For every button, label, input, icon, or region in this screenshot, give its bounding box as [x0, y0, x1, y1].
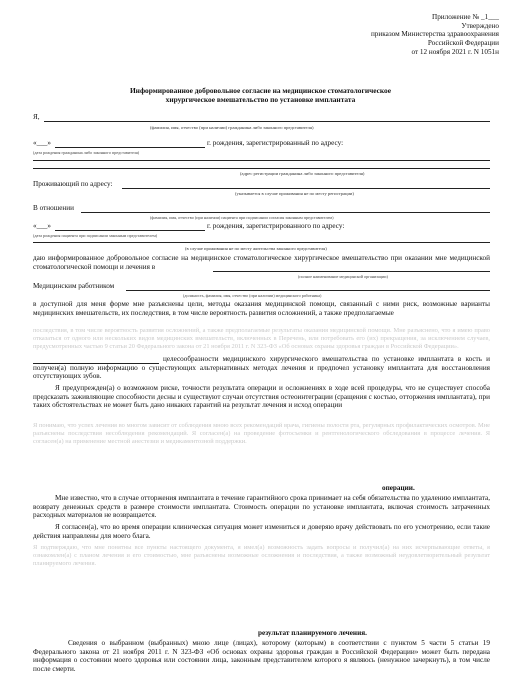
- result-label: результат планируемого лечения.: [258, 629, 367, 637]
- living2-hint: (в случае проживания не по месту жительства законного представителя): [185, 246, 327, 251]
- org-hint: (полное наименование медицинской организации): [298, 274, 388, 279]
- body-paragraph-6: Сведения о выбранном (выбранных) мною лице (лицах), которому (которым) в соответствии с пунктом 5 части 5 статьи 19 Федерального закона от 21 ноября 2011 г. N 323-ФЗ «Об основах охраны здоровья граждан в Российской Федерации» может быть передана информация о состоянии моего здоровья или состоянии лица, законным представителем которого я являюсь (ненужное зачеркнуть), в том числе после смерти.: [33, 639, 490, 674]
- birth-day: «___»: [33, 139, 51, 147]
- regarding-label: В отношении: [33, 204, 74, 212]
- worker-label: Медицинским работником: [33, 282, 115, 290]
- worker-field[interactable]: [126, 290, 490, 291]
- living-address-field[interactable]: [122, 188, 490, 189]
- order-date: от 12 ноября 2021 г. N 1051н: [411, 47, 499, 56]
- birth-date-field[interactable]: [55, 147, 205, 148]
- body-paragraph-2: целесообразности медицинского хирургического вмешательства по установке имплантата в кость и получен(а) полную информацию о существующих альтернативных методах лечения и предпочел установку имплантата для восстановления отсутствующих зубов.: [33, 355, 490, 381]
- patient-hint: (фамилия, имя, отчество (при наличии) пациента при подписании согласия законным представителем): [150, 215, 334, 220]
- ya-label: Я,: [33, 113, 40, 121]
- birth2-reg-label: г. рождения, зарегистрированного по адресу:: [207, 222, 345, 230]
- birth2-date-field[interactable]: [55, 230, 205, 231]
- reg-address-line-2[interactable]: [33, 168, 490, 169]
- operation-label: операции.: [382, 484, 415, 492]
- approved-label: Утверждено: [461, 21, 499, 30]
- reg-hint: (адрес регистрации гражданина либо законного представителя): [240, 171, 365, 176]
- birth-reg-label: г. рождения, зарегистрированный по адресу:: [207, 139, 344, 147]
- birth2-day: «___»: [33, 222, 51, 230]
- faint-text-1: последствия, в том числе вероятность развития осложнений, а также предполагаемые результаты оказания медицинской помощи. Мне разъяснено, что я имею право отказаться от одного или нескольких видов медицинских вмешательств, включенных в Перечень, или потребовать его (их) прекращения, за исключением случаев, предусмотренных частью 9 статьи 20 Федерального закона от 21 ноября 2011 г. N 323-ФЗ «Об основах охраны здоровья граждан в Российской Федерации».: [33, 327, 490, 351]
- patient-name-field[interactable]: [81, 212, 490, 213]
- org-name-field[interactable]: [213, 271, 490, 272]
- living-hint: (указывается в случае проживания не по месту регистрации): [235, 191, 354, 196]
- faint-text-2: Я понимаю, что успех лечения во многом зависит от соблюдения мною всех рекомендаций врача, гигиены полости рта, регулярных профилактических осмотров. Мне разъяснены последствия несоблюдения рекомендаций. Я согласен(а) на проведение фотосъемки и рентгенологического обследования в процессе лечения. Я согласен(а) на применение местной анестезии и медикаментозной поддержки.: [33, 422, 490, 446]
- birth-hint: (дата рождения гражданина либо законного представителя): [33, 150, 140, 155]
- order-label: приказом Министерства здравоохранения: [370, 30, 499, 39]
- fio-field[interactable]: [44, 121, 490, 122]
- birth2-hint: (дата рождения пациента при подписании законным представителем): [33, 233, 158, 238]
- approval-header: [299, 13, 499, 57]
- body-paragraph-5: Я согласен(а), что во время операции клиническая ситуация может измениться и доверяю врачу действовать по его усмотрению, если такие действия направлены для моего блага.: [33, 523, 490, 540]
- patient-address-line[interactable]: [33, 242, 490, 243]
- reg-address-line-1[interactable]: [33, 160, 490, 161]
- document-title: [40, 86, 481, 104]
- title-line-1: Информированное добровольное согласие на медицинское стоматологическое: [129, 86, 392, 95]
- fio-hint: (фамилия, имя, отчество (при наличии) гражданина либо законного представителя): [150, 125, 314, 130]
- living-label: Проживающий по адресу:: [33, 180, 113, 188]
- body-paragraph-4: Мне известно, что в случае отторжения имплантата в течение гарантийного срока принимает на себя обязательства по удалению имплантата, возврату денежных средств в размере стоимости имплантата. Стоимость операции по установке имплантата, включая стоимость затраченных расходных материалов не возвращается.: [33, 494, 490, 520]
- consent-paragraph: даю информированное добровольное согласие на медицинское стоматологическое хирургическое вмешательство при оказании мне медицинской стоматологической помощи и лечения в: [33, 254, 490, 271]
- body-paragraph-1: в доступной для меня форме мне разъяснены цели, методы оказания медицинской помощи, связанный с ними риск, возможные варианты медицинских вмешательств, их последствия, в том числе вероятность развития осложнений, а также предполагаемые: [33, 300, 490, 317]
- faint-text-3: Я подтверждаю, что мне понятны все пункты настоящего документа, я имел(а) возможность задать вопросы и получил(а) на них исчерпывающие ответы, я ознакомлен(а) с планом лечения и его стоимостью, мне разъяснены возможные осложнения и последствия, а также возможный неудовлетворительный результат планируемого лечения.: [33, 544, 490, 568]
- worker-hint: (должность, фамилия, имя, отчество (при наличии) медицинского работника): [183, 293, 322, 298]
- annex-number: Приложение № _1___: [432, 13, 499, 21]
- country-label: Российской Федерации: [427, 39, 499, 48]
- body-paragraph-3: Я предупрежден(а) о возможном риске, точности результата операции и осложнениях в ходе всей процедуры, что не существует способа предсказать заживляющие способности десны и существуют случаи отсутствия остеоинтеграции (сращения с костью, отторжения имплантата), при таких обстоятельствах не может быть дано никаких гарантий на результат лечения и исход операции: [33, 384, 490, 410]
- title-line-2: хирургическое вмешательство по установке имплантата: [165, 95, 356, 104]
